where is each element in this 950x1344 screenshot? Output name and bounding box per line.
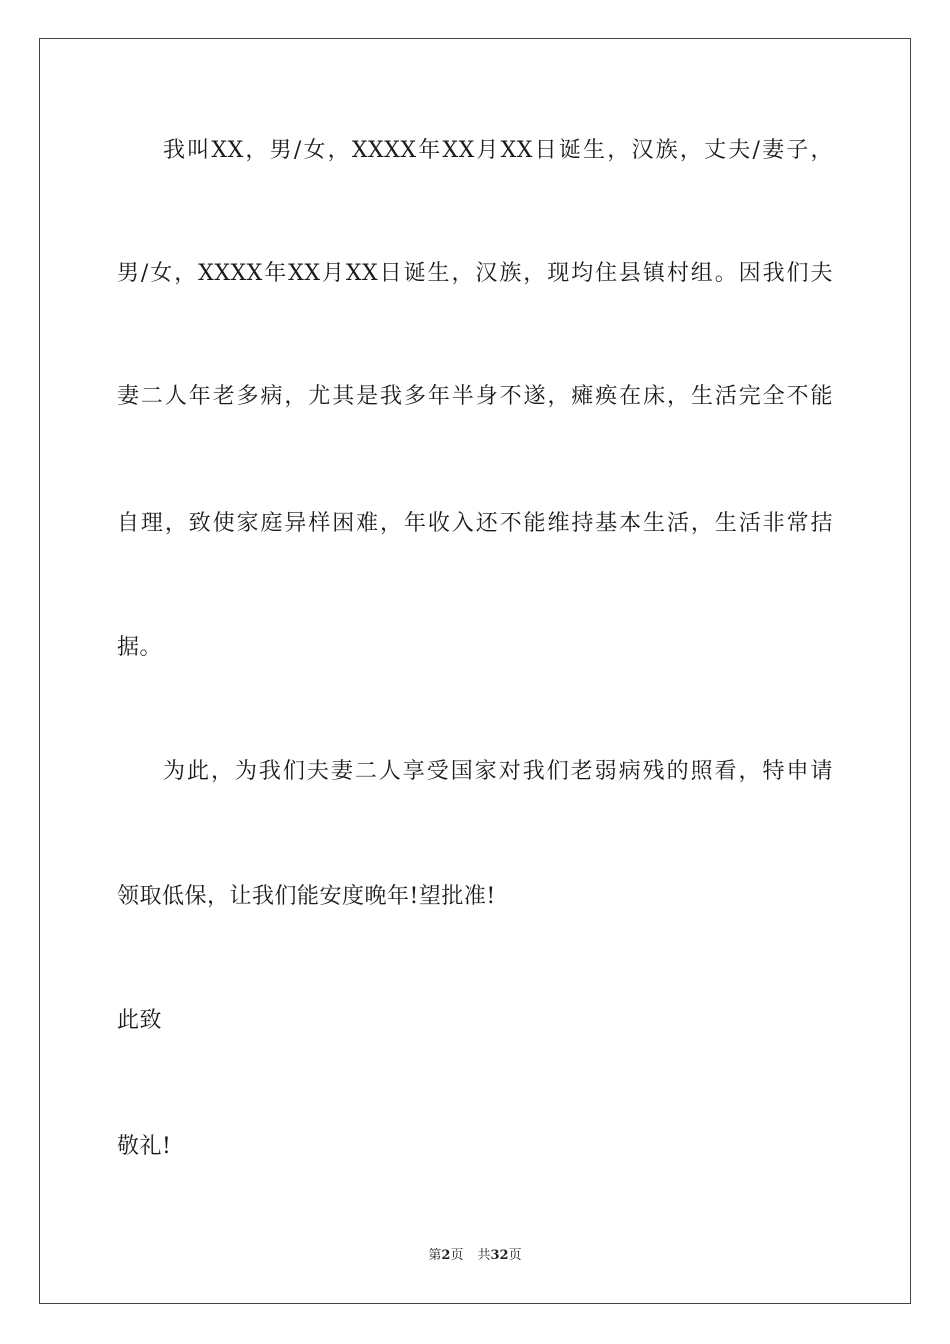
footer-page-prefix: 第: [428, 1248, 442, 1263]
closing-respects: 敬礼!: [117, 1134, 172, 1159]
footer-page-suffix: 页: [450, 1248, 464, 1263]
closing-salutation: 此致: [117, 1008, 163, 1033]
footer-total-prefix: 共: [477, 1248, 491, 1263]
paragraph-1-line-2: 男/女，XXXX年XX月XX日诞生，汉族，现均住县镇村组。因我们夫: [117, 261, 833, 286]
page-border: [39, 38, 911, 1304]
paragraph-2-line-2: 领取低保，让我们能安度晚年!望批准!: [117, 884, 496, 909]
page-footer: [0, 1247, 950, 1265]
paragraph-1-line-3: 妻二人年老多病，尤其是我多年半身不遂，瘫痪在床，生活完全不能: [117, 384, 833, 409]
paragraph-2-line-1: 为此，为我们夫妻二人享受国家对我们老弱病残的照看，特申请: [163, 759, 833, 784]
paragraph-1-line-4: 自理，致使家庭异样困难，年收入还不能维持基本生活，生活非常拮: [117, 511, 833, 536]
footer-total-suffix: 页: [508, 1248, 522, 1263]
paragraph-1-line-1: 我叫XX，男/女，XXXX年XX月XX日诞生，汉族，丈夫/妻子，: [163, 138, 833, 163]
paragraph-1-line-5: 据。: [117, 635, 163, 660]
footer-page-number: 2: [441, 1248, 451, 1263]
footer-page-total: 32: [490, 1248, 509, 1263]
